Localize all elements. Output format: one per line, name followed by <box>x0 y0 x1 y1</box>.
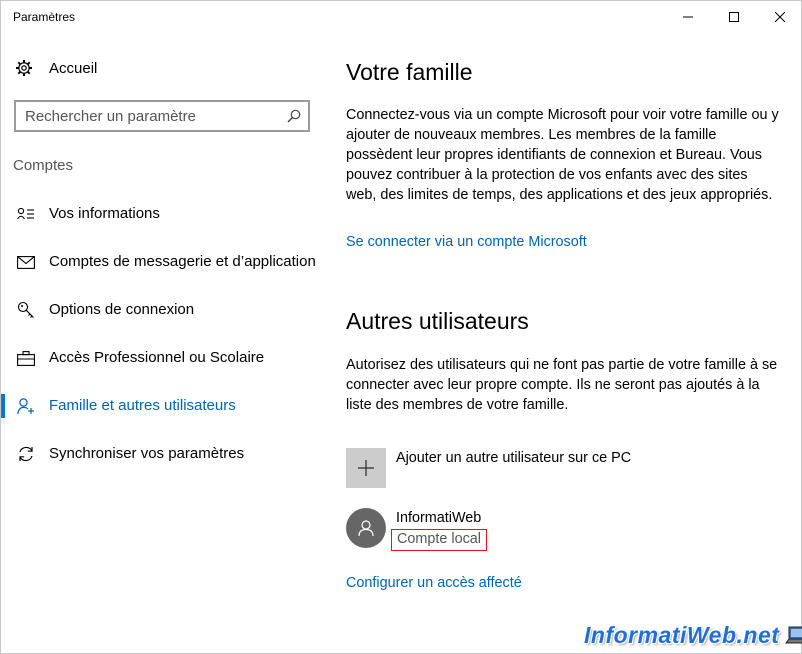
watermark-logo <box>584 622 802 649</box>
add-user-button[interactable] <box>346 448 386 488</box>
close-button[interactable] <box>757 1 802 33</box>
microsoft-signin-link[interactable]: Se connecter via un compte Microsoft <box>346 234 587 250</box>
title-bar[interactable] <box>1 1 801 33</box>
sync-icon <box>17 446 35 462</box>
nav-home[interactable] <box>15 59 97 77</box>
plus-icon <box>357 459 375 477</box>
other-users-description: Autorisez des utilisateurs qui ne font pas partie de votre famille à se connecter avec leur propre compte. Ils ne seront pas ajoutés à la liste des membres de votre famille. <box>346 357 778 413</box>
sidebar-item-sync[interactable] <box>1 434 331 474</box>
user-icon <box>357 519 375 537</box>
sidebar <box>1 33 331 653</box>
search-button[interactable] <box>286 108 302 129</box>
family-description: Connectez-vous via un compte Microsoft pour voir votre famille ou y ajouter de nouveaux membres. Les membres de la famille possèdent leur propres identifiants de connexion et Bureau. Vous pouvez contribuer à la protection de vos enfants avec des sites web, des limites de temps, des applications et des jeux appropriés. <box>346 107 779 203</box>
sidebar-item-label: Vos informations <box>49 205 160 222</box>
window-title: Paramètres <box>13 10 76 24</box>
section-label: Comptes <box>13 157 74 174</box>
minimize-icon <box>683 12 693 22</box>
gear-icon <box>15 59 33 77</box>
search-input[interactable] <box>25 106 275 126</box>
other-users-title: Autres utilisateurs <box>346 308 529 334</box>
contact-card-icon <box>17 206 35 222</box>
maximize-icon <box>729 12 739 22</box>
sidebar-item-label: Comptes de messagerie et d’application <box>49 253 316 270</box>
briefcase-icon <box>17 350 35 366</box>
sidebar-item-label: Accès Professionnel ou Scolaire <box>49 349 265 366</box>
mail-icon <box>17 254 35 270</box>
search-box[interactable] <box>14 100 310 132</box>
sidebar-item-label: Synchroniser vos paramètres <box>49 445 245 462</box>
close-icon <box>775 12 785 22</box>
add-person-icon <box>17 398 35 414</box>
family-title: Votre famille <box>346 59 473 85</box>
sidebar-item-label: Options de connexion <box>49 301 195 318</box>
nav-home-label: Accueil <box>49 59 98 77</box>
avatar[interactable] <box>346 508 386 548</box>
user-account-type: Compte local <box>391 529 487 551</box>
minimize-button[interactable] <box>665 1 711 33</box>
sidebar-item-sign-in-options[interactable] <box>1 290 331 330</box>
sidebar-item-work-school[interactable] <box>1 338 331 378</box>
sidebar-item-email-accounts[interactable] <box>1 242 331 282</box>
sidebar-item-label: Famille et autres utilisateurs <box>49 397 236 414</box>
assigned-access-link[interactable]: Configurer un accès affecté <box>346 575 522 591</box>
sidebar-item-family[interactable] <box>1 386 331 426</box>
search-icon <box>286 108 302 124</box>
add-user-label[interactable]: Ajouter un autre utilisateur sur ce PC <box>396 450 632 466</box>
user-name[interactable]: InformatiWeb <box>396 510 482 526</box>
watermark-text: InformatiWeb.net <box>584 622 780 648</box>
key-icon <box>17 302 35 318</box>
maximize-button[interactable] <box>711 1 757 33</box>
laptop-icon <box>785 626 802 646</box>
sidebar-item-info[interactable] <box>1 194 331 234</box>
active-indicator <box>1 394 5 418</box>
